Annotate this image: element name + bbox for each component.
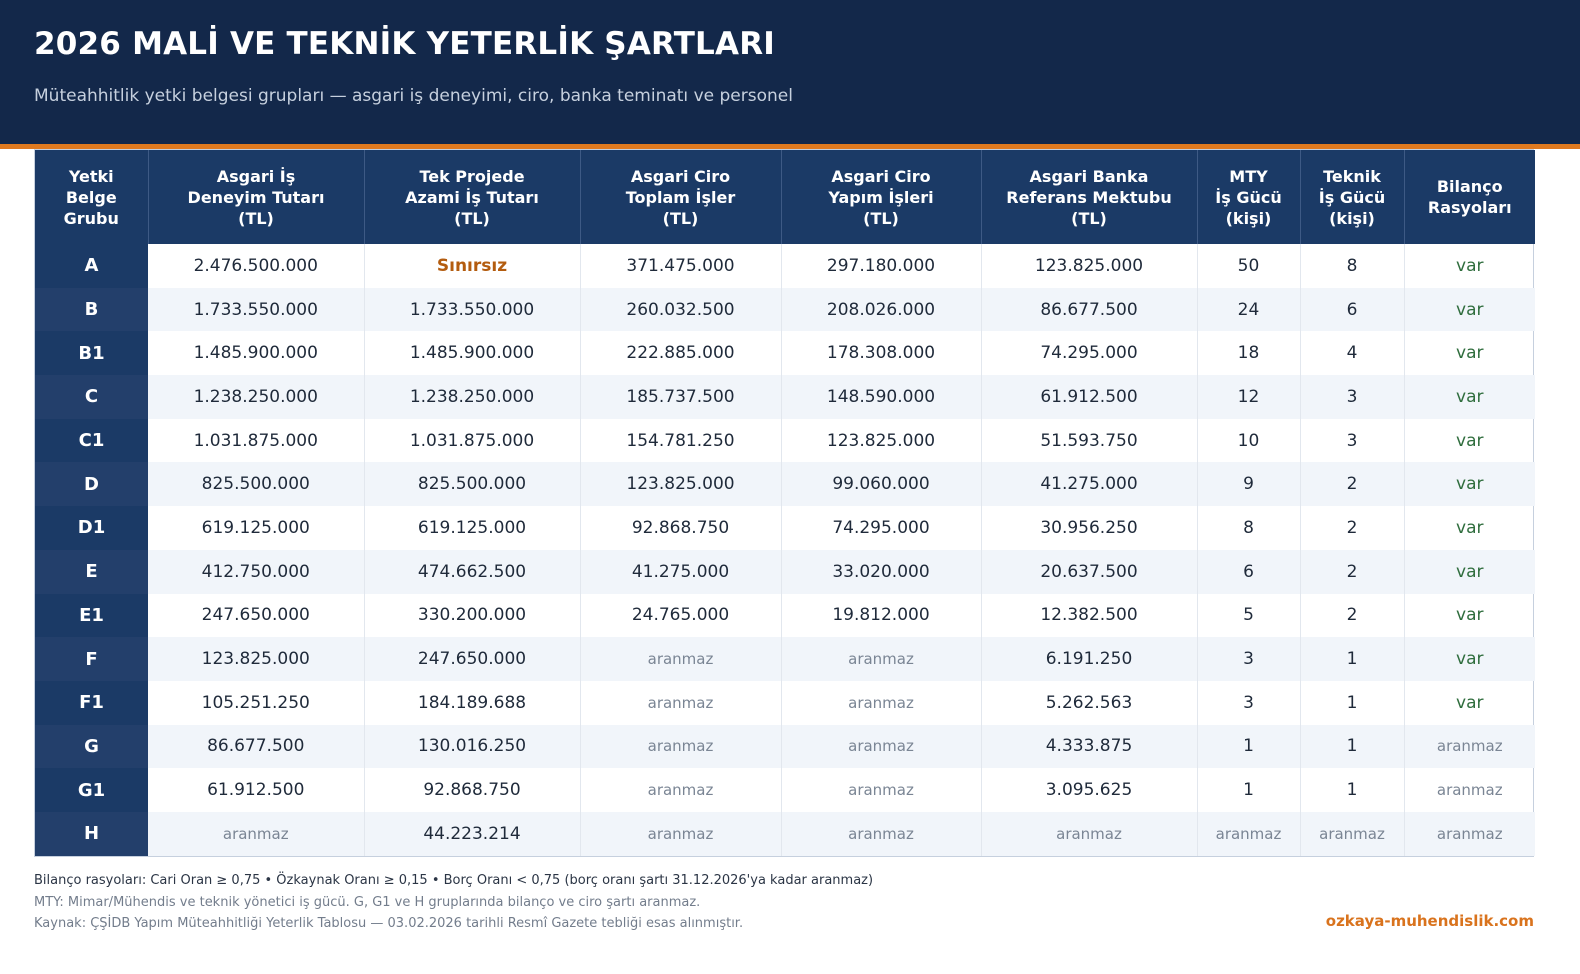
column-header-line: İş Gücü xyxy=(1215,187,1282,207)
table-cell: 260.032.500 xyxy=(580,288,781,332)
footnote-mty: MTY: Mimar/Mühendis ve teknik yönetici iş gücü. G, G1 ve H gruplarında bilanço ve ciro şartı aranmaz. xyxy=(34,894,701,910)
table-cell: aranmaz xyxy=(981,812,1197,856)
footnote-ratios: Bilanço rasyoları: Cari Oran ≥ 0,75 • Özkaynak Oranı ≥ 0,15 • Borç Oranı < 0,75 (borç oranı şartı 31.12.2026'ya kadar aranmaz) xyxy=(34,873,874,888)
table-cell: 1 xyxy=(1300,681,1404,725)
table-row xyxy=(35,725,1535,769)
table-cell: var xyxy=(1404,375,1535,419)
table-cell: 99.060.000 xyxy=(781,462,981,506)
table-cell: 247.650.000 xyxy=(364,637,580,681)
group-cell: D xyxy=(35,462,148,506)
table-row xyxy=(35,462,1535,506)
column-header-line: Referans Mektubu xyxy=(1006,187,1172,207)
column-header xyxy=(364,150,580,244)
table-row xyxy=(35,506,1535,550)
column-header-line: (TL) xyxy=(863,208,899,228)
table-cell: 3.095.625 xyxy=(981,768,1197,812)
group-cell: B xyxy=(35,288,148,332)
table-cell: 619.125.000 xyxy=(148,506,364,550)
table-cell: 208.026.000 xyxy=(781,288,981,332)
column-header-line: Bilanço xyxy=(1436,177,1503,196)
table-cell: 92.868.750 xyxy=(580,506,781,550)
table-cell: 4 xyxy=(1300,331,1404,375)
table-cell: 30.956.250 xyxy=(981,506,1197,550)
table-cell: 24.765.000 xyxy=(580,594,781,638)
table-cell: aranmaz xyxy=(1300,812,1404,856)
table-cell: 41.275.000 xyxy=(580,550,781,594)
column-header-line: Rasyoları xyxy=(1427,198,1512,217)
table-row xyxy=(35,244,1535,288)
table-cell: 20.637.500 xyxy=(981,550,1197,594)
column-header-line: Tek Projede xyxy=(419,166,525,186)
table-row xyxy=(35,288,1535,332)
table-cell: 3 xyxy=(1197,681,1300,725)
table-row xyxy=(35,375,1535,419)
website-link[interactable]: ozkaya-muhendislik.com xyxy=(1325,912,1534,930)
table-cell: var xyxy=(1404,550,1535,594)
table-cell: 123.825.000 xyxy=(781,419,981,463)
table-cell: 1 xyxy=(1300,725,1404,769)
table-cell: aranmaz xyxy=(781,637,981,681)
table-cell: 12 xyxy=(1197,375,1300,419)
table-cell: 105.251.250 xyxy=(148,681,364,725)
column-header xyxy=(781,150,981,244)
table-cell: aranmaz xyxy=(781,725,981,769)
table-cell: 184.189.688 xyxy=(364,681,580,725)
table-cell: 8 xyxy=(1197,506,1300,550)
table-cell: aranmaz xyxy=(580,637,781,681)
table-cell: aranmaz xyxy=(580,768,781,812)
table-row xyxy=(35,550,1535,594)
table-cell: 5 xyxy=(1197,594,1300,638)
column-header-line: (TL) xyxy=(238,208,274,228)
page-header xyxy=(0,0,1580,144)
table-cell: 1.485.900.000 xyxy=(148,331,364,375)
table-cell: 3 xyxy=(1197,637,1300,681)
column-header xyxy=(580,150,781,244)
table-cell: 2 xyxy=(1300,506,1404,550)
column-header-line: Azami İş Tutarı xyxy=(405,187,539,207)
table-cell: 3 xyxy=(1300,375,1404,419)
table-cell: aranmaz xyxy=(1404,812,1535,856)
column-header-line: (kişi) xyxy=(1225,208,1272,228)
table-cell: 371.475.000 xyxy=(580,244,781,288)
table-cell: 297.180.000 xyxy=(781,244,981,288)
table-cell: 2 xyxy=(1300,462,1404,506)
table-cell: 2 xyxy=(1300,550,1404,594)
group-cell: C1 xyxy=(35,419,148,463)
table-cell: aranmaz xyxy=(148,812,364,856)
table-cell: 8 xyxy=(1300,244,1404,288)
table-cell: 2.476.500.000 xyxy=(148,244,364,288)
column-header xyxy=(1404,150,1535,244)
column-header-line: Asgari Banka xyxy=(1029,166,1149,186)
group-cell: A xyxy=(35,244,148,288)
table-cell: aranmaz xyxy=(580,681,781,725)
column-header xyxy=(1300,150,1404,244)
table-cell: var xyxy=(1456,343,1484,364)
table-cell: 123.825.000 xyxy=(148,637,364,681)
column-header xyxy=(35,150,148,244)
table-row xyxy=(35,419,1535,463)
table-cell: 6.191.250 xyxy=(981,637,1197,681)
table-cell: 1 xyxy=(1197,725,1300,769)
footnote-source: Kaynak: ÇŞİDB Yapım Müteahhitliği Yeterlik Tablosu — 03.02.2026 tarihli Resmî Gazete tebliği esas alınmıştır. xyxy=(34,916,744,931)
table-cell: 5.262.563 xyxy=(981,681,1197,725)
table-cell: 222.885.000 xyxy=(580,331,781,375)
table-cell: 148.590.000 xyxy=(781,375,981,419)
table-cell: 247.650.000 xyxy=(148,594,364,638)
requirements-table-container xyxy=(34,149,1534,857)
group-cell: D1 xyxy=(35,506,148,550)
table-cell: 92.868.750 xyxy=(364,768,580,812)
table-cell: 24 xyxy=(1197,288,1300,332)
table-cell: aranmaz xyxy=(781,812,981,856)
group-cell: G xyxy=(35,725,148,769)
table-cell: var xyxy=(1456,692,1484,713)
table-row xyxy=(35,681,1535,725)
table-cell: 154.781.250 xyxy=(580,419,781,463)
table-cell: 41.275.000 xyxy=(981,462,1197,506)
table-cell: 1.733.550.000 xyxy=(148,288,364,332)
table-cell: aranmaz xyxy=(1404,725,1535,769)
column-header xyxy=(1197,150,1300,244)
table-cell: aranmaz xyxy=(580,725,781,769)
column-header-line: Yetki xyxy=(68,166,114,186)
footnotes xyxy=(34,870,873,935)
group-cell: E1 xyxy=(35,594,148,638)
table-cell: 74.295.000 xyxy=(981,331,1197,375)
table-cell: 86.677.500 xyxy=(981,288,1197,332)
table-cell: aranmaz xyxy=(781,768,981,812)
column-header-line: Yapım İşleri xyxy=(828,187,934,207)
table-cell: 61.912.500 xyxy=(981,375,1197,419)
table-cell: aranmaz xyxy=(1436,781,1503,800)
table-cell: 9 xyxy=(1197,462,1300,506)
table-cell: 2 xyxy=(1300,594,1404,638)
table-cell: aranmaz xyxy=(580,812,781,856)
table-cell: 12.382.500 xyxy=(981,594,1197,638)
table-cell: 178.308.000 xyxy=(781,331,981,375)
table-row xyxy=(35,768,1535,812)
table-cell: 86.677.500 xyxy=(148,725,364,769)
column-header-line: Belge xyxy=(65,187,117,207)
table-row xyxy=(35,594,1535,638)
table-cell: 1 xyxy=(1197,768,1300,812)
table-cell: 3 xyxy=(1300,419,1404,463)
table-row xyxy=(35,331,1535,375)
table-cell: 330.200.000 xyxy=(364,594,580,638)
table-cell: 10 xyxy=(1197,419,1300,463)
table-cell: 18 xyxy=(1197,331,1300,375)
table-cell: 33.020.000 xyxy=(781,550,981,594)
table-cell: 1.485.900.000 xyxy=(364,331,580,375)
table-cell: 619.125.000 xyxy=(364,506,580,550)
table-cell: 44.223.214 xyxy=(364,812,580,856)
column-header-line: İş Gücü xyxy=(1318,187,1386,207)
table-cell: 74.295.000 xyxy=(781,506,981,550)
table-cell: 1.733.550.000 xyxy=(364,288,580,332)
column-header-line: (TL) xyxy=(1071,208,1107,228)
page-title: 2026 MALİ VE TEKNİK YETERLİK ŞARTLARI xyxy=(34,26,776,62)
table-header-row xyxy=(35,150,1535,244)
table-cell: 4.333.875 xyxy=(981,725,1197,769)
table-cell: 6 xyxy=(1300,288,1404,332)
table-body xyxy=(35,244,1535,856)
column-header-line: (kişi) xyxy=(1329,208,1375,228)
table-cell: 185.737.500 xyxy=(580,375,781,419)
table-cell: 1.238.250.000 xyxy=(364,375,580,419)
group-cell: C xyxy=(35,375,148,419)
table-cell: var xyxy=(1404,637,1535,681)
column-header-line: Teknik xyxy=(1323,166,1381,186)
table-cell: aranmaz xyxy=(781,681,981,725)
table-cell: var xyxy=(1456,605,1484,626)
column-header-line: Toplam İşler xyxy=(625,187,736,207)
table-cell: 123.825.000 xyxy=(981,244,1197,288)
table-cell: 474.662.500 xyxy=(364,550,580,594)
column-header-line: MTY xyxy=(1229,166,1268,186)
column-header-line: (TL) xyxy=(662,208,699,228)
column-header-line: Asgari Ciro xyxy=(831,166,931,186)
requirements-table xyxy=(35,150,1535,856)
column-header-line: Grubu xyxy=(63,208,119,228)
table-cell: 6 xyxy=(1197,550,1300,594)
table-cell: var xyxy=(1404,288,1535,332)
table-cell: 1.031.875.000 xyxy=(364,419,580,463)
table-cell: var xyxy=(1456,430,1484,451)
table-cell: 1.031.875.000 xyxy=(148,419,364,463)
table-cell: var xyxy=(1404,462,1535,506)
table-cell: 50 xyxy=(1197,244,1300,288)
table-cell: 412.750.000 xyxy=(148,550,364,594)
table-cell: 1 xyxy=(1300,768,1404,812)
column-header-line: (TL) xyxy=(454,208,490,228)
table-cell: Sınırsız xyxy=(364,244,580,288)
table-cell: var xyxy=(1456,255,1484,276)
table-cell: 825.500.000 xyxy=(148,462,364,506)
table-cell: 61.912.500 xyxy=(148,768,364,812)
group-cell: F1 xyxy=(35,681,148,725)
table-cell: var xyxy=(1456,517,1484,538)
group-cell: H xyxy=(35,812,148,856)
column-header-line: Deneyim Tutarı xyxy=(187,187,325,207)
table-row xyxy=(35,812,1535,856)
table-cell: 825.500.000 xyxy=(364,462,580,506)
column-header xyxy=(981,150,1197,244)
group-cell: G1 xyxy=(35,768,148,812)
column-header-line: Asgari İş xyxy=(216,166,296,186)
page-subtitle: Müteahhitlik yetki belgesi grupları — asgari iş deneyimi, ciro, banka teminatı ve personel xyxy=(34,86,793,106)
table-row xyxy=(35,637,1535,681)
table-cell: 51.593.750 xyxy=(981,419,1197,463)
group-cell: E xyxy=(35,550,148,594)
column-header xyxy=(148,150,364,244)
table-cell: 19.812.000 xyxy=(781,594,981,638)
group-cell: B1 xyxy=(35,331,148,375)
table-cell: 1.238.250.000 xyxy=(148,375,364,419)
column-header-line: Asgari Ciro xyxy=(630,166,731,186)
table-cell: 1 xyxy=(1300,637,1404,681)
table-cell: aranmaz xyxy=(1197,812,1300,856)
table-cell: 130.016.250 xyxy=(364,725,580,769)
group-cell: F xyxy=(35,637,148,681)
table-cell: 123.825.000 xyxy=(580,462,781,506)
